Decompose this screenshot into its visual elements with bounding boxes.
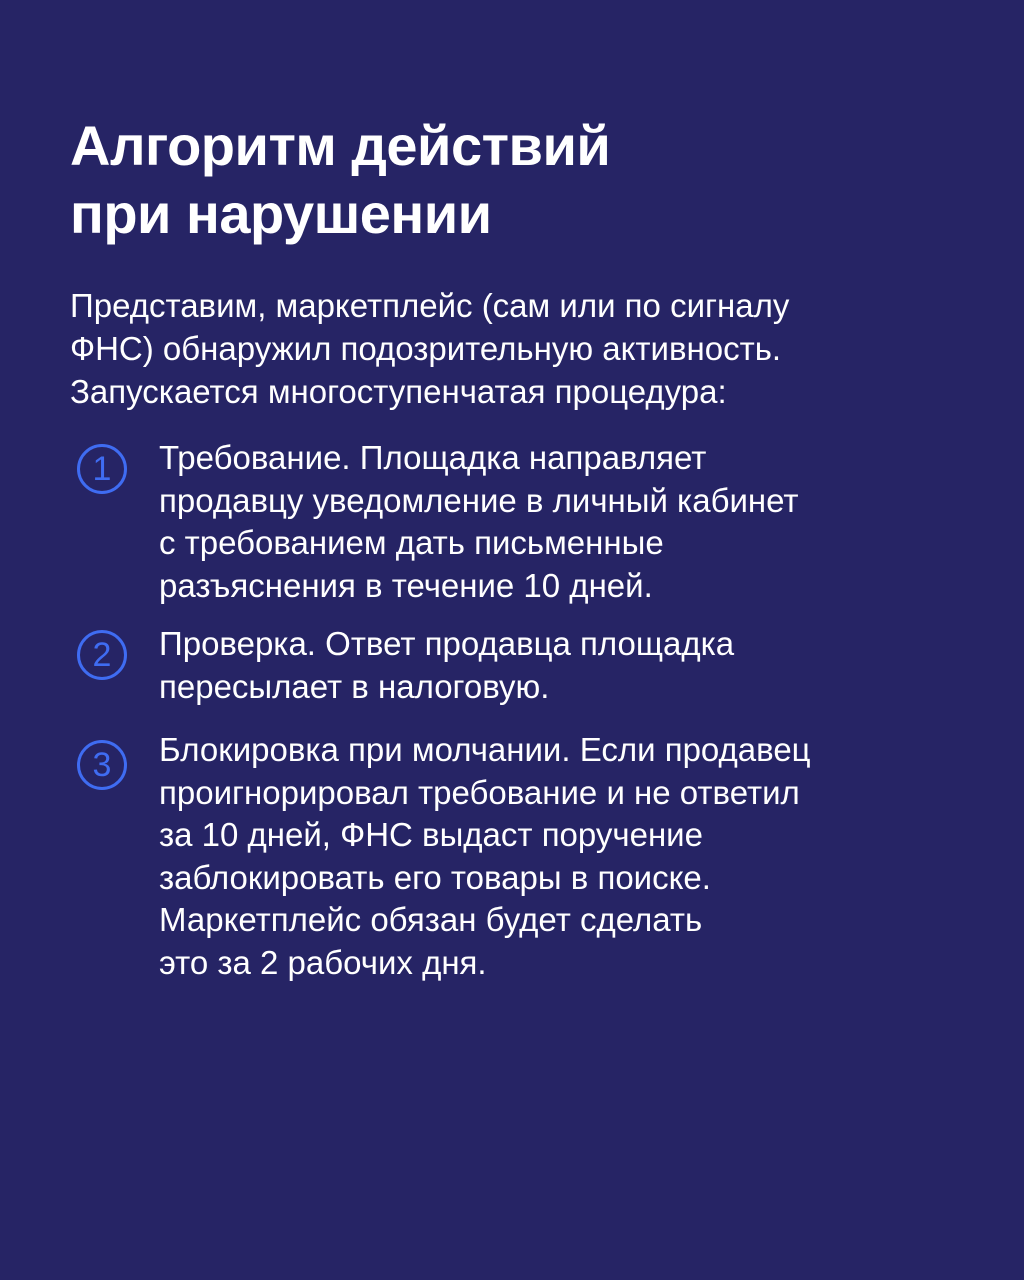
- step-line: разъяснения в течение 10 дней.: [159, 566, 653, 604]
- intro-line: ФНС) обнаружил подозрительную активность.: [70, 330, 782, 367]
- step-text: [159, 437, 979, 607]
- step-line: пересылает в налоговую.: [159, 667, 550, 705]
- step-line: с требованием дать письменные: [159, 524, 664, 561]
- step-number-badge: 3: [77, 740, 127, 790]
- step-number-badge: 1: [77, 444, 127, 494]
- title-line: при нарушении: [70, 182, 492, 245]
- step-line: Блокировка при молчании. Если продавец: [159, 731, 811, 768]
- intro-paragraph: [70, 284, 970, 413]
- step-line: Маркетплейс обязан будет сделать: [159, 901, 703, 938]
- title-line: Алгоритм действий: [70, 114, 611, 177]
- step-text: [159, 729, 979, 984]
- page-title: [70, 112, 970, 248]
- step-line: продавцу уведомление в личный кабинет: [159, 481, 799, 519]
- step-line: Проверка. Ответ продавца площадка: [159, 625, 735, 662]
- intro-line: Запускается многоступенчатая процедура:: [70, 373, 727, 410]
- step-line: это за 2 рабочих дня.: [159, 943, 487, 981]
- step-line: проигнорировал требование и не ответил: [159, 773, 800, 811]
- step-line: Требование. Площадка направляет: [159, 439, 707, 476]
- intro-line: Представим, маркетплейс (сам или по сигналу: [70, 287, 790, 324]
- step-line: заблокировать его товары в поиске.: [159, 858, 711, 896]
- step-text: [159, 623, 979, 708]
- step-number-badge: 2: [77, 630, 127, 680]
- step-line: за 10 дней, ФНС выдаст поручение: [159, 816, 703, 853]
